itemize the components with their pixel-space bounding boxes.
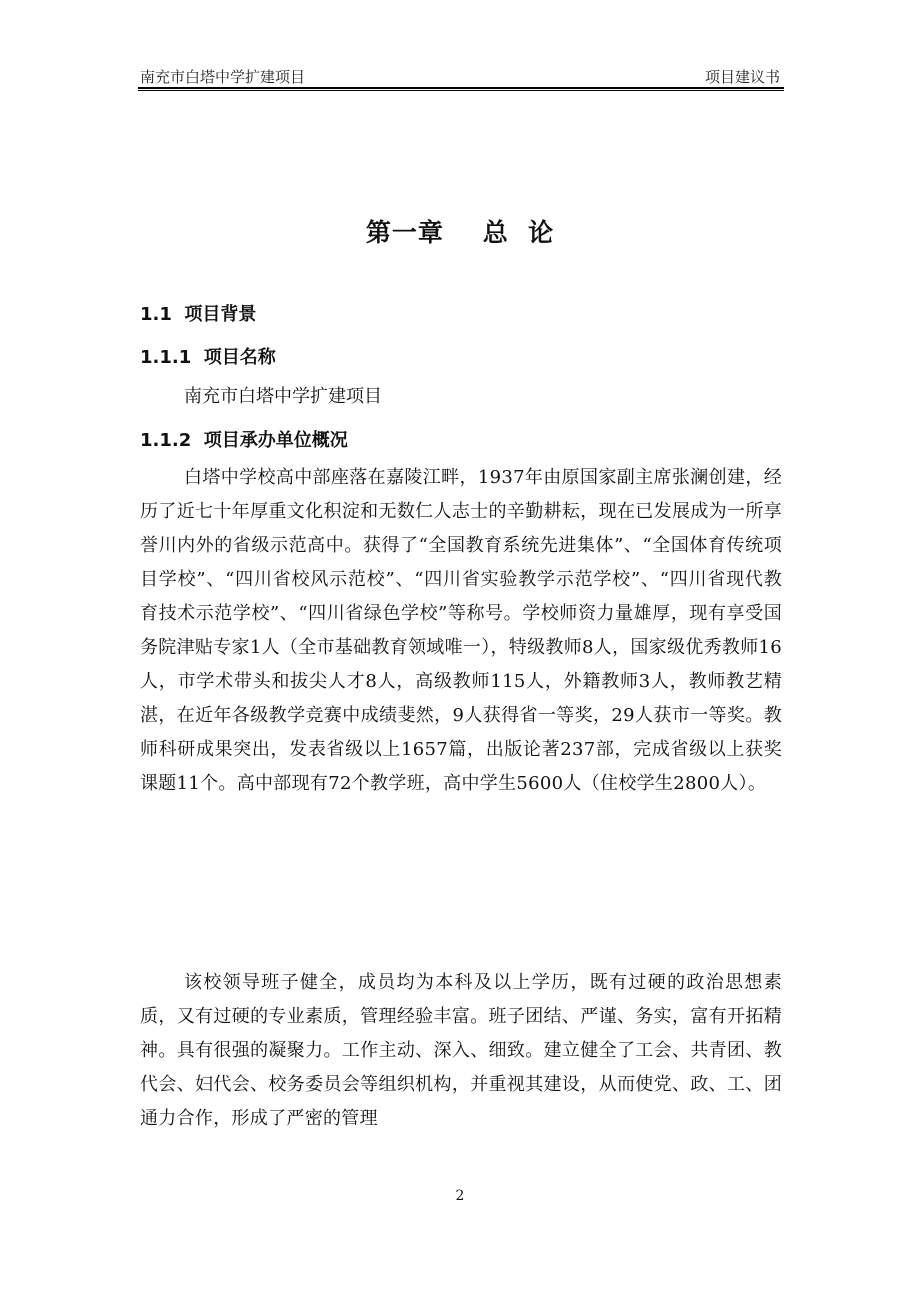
header-document-type: 项目建议书: [704, 68, 780, 86]
header-divider-thin: [138, 90, 784, 91]
header-divider: [138, 87, 784, 89]
page-number: 2: [455, 1188, 465, 1204]
section-heading-1-1-1: 1.1.1 项目名称: [140, 347, 276, 368]
paragraph-leadership: 该校领导班子健全，成员均为本科及以上学历，既有过硬的政治思想素质，又有过硬的专业素质，管理经验丰富。班子团结、严谨、务实，富有开拓精神。具有很强的凝聚力。工作主动、深入、细致。建立健全了工会、共青团、教代会、妇代会、校务委员会等组织机构，并重视其建设，从而使党、政、工、团通力合作，形成了严密的管理: [140, 972, 782, 1129]
chapter-title: 第一章 总 论: [365, 218, 555, 247]
project-name-text: 南充市白塔中学扩建项目: [184, 386, 382, 407]
section-heading-1-1: 1.1 项目背景: [140, 304, 257, 325]
paragraph-school-overview: 白塔中学校高中部座落在嘉陵江畔，1937年由原国家副主席张澜创建，经历了近七十年厚重文化积淀和无数仁人志士的辛勤耕耘，现在已发展成为一所享誉川内外的省级示范高中。获得了“全国教育系统先进集体”、“全国体育传统项目学校”、“四川省校风示范校”、“四川省实验教学示范学校”、“四川省现代教育技术示范学校”、“四川省绿色学校”等称号。学校师资力量雄厚，现有享受国务院津贴专家1人（全市基础教育领域唯一），特级教师8人，国家级优秀教师16人，市学术带头和拔尖人才8人，高级教师115人，外籍教师3人，教师教艺精湛，在近年各级教学竞赛中成绩斐然，9人获得省一等奖，29人获市一等奖。教师科研成果突出，发表省级以上1657篇，出版论著237部，完成省级以上获奖课题11个。高中部现有72个教学班，高中学生5600人（住校学生2800人）。: [140, 467, 782, 794]
header-project-title: 南充市白塔中学扩建项目: [140, 68, 306, 86]
section-heading-1-1-2: 1.1.2 项目承办单位概况: [140, 430, 348, 451]
